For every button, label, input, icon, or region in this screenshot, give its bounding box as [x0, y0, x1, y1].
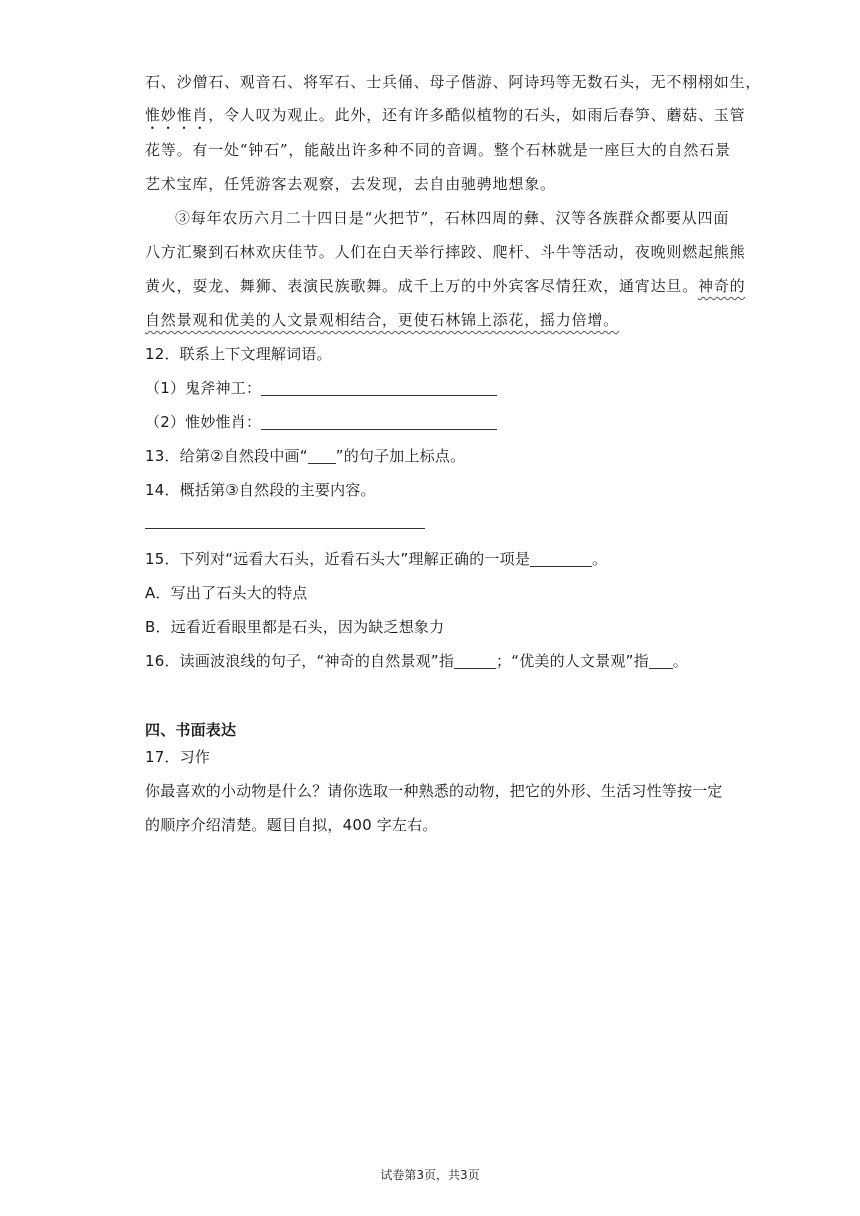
passage-line	[145, 242, 746, 262]
question-text: 17．习作	[145, 748, 211, 766]
option-text: A．写出了石头大的特点	[145, 584, 308, 602]
passage-text: 八方汇聚到石林欢庆佳节。人们在白天举行摔跤、爬杆、斗牛等活动，夜晚则燃起熊熊	[145, 243, 746, 261]
question-16	[145, 651, 720, 671]
underline-sample	[308, 447, 336, 464]
question-text: 。	[592, 550, 608, 568]
passage-text: 石、沙僧石、观音石、将军石、士兵俑、母子偕游、阿诗玛等无数石头，无不栩栩如生，	[145, 73, 762, 91]
passage-line	[175, 208, 730, 228]
passage-text: ，令人叹为观止。此外，还有许多酷似植物的石头，如雨后春笋、蘑菇、玉管	[208, 106, 746, 124]
question-17	[145, 747, 720, 767]
option-a[interactable]	[145, 583, 720, 603]
question-text: 12．联系上下文理解词语。	[145, 345, 332, 363]
question-12	[145, 344, 720, 364]
question-12-2	[145, 412, 720, 432]
question-14	[145, 480, 720, 500]
question-15	[145, 549, 720, 569]
question-text: 13．给第②自然段中画“	[145, 447, 308, 465]
question-13	[145, 446, 720, 466]
question-text: ；“优美的人文景观”指	[496, 652, 649, 670]
passage-text: 黄火，耍龙、舞狮、表演民族歌舞。成千上万的中外宾客尽情狂欢，通宵达旦。	[145, 277, 699, 295]
answer-blank[interactable]	[454, 652, 496, 669]
prompt-text: 你最喜欢的小动物是什么？请你选取一种熟悉的动物，把它的外形、生活习性等按一定	[145, 782, 723, 800]
question-text: 16．读画波浪线的句子，“神奇的自然景观”指	[145, 652, 455, 670]
wavy-underlined-text: 自然景观和优美的人文景观相结合，更使石林锦上添花，摇力倍增。	[145, 311, 620, 329]
question-text: ”的句子加上标点。	[335, 447, 466, 465]
essay-prompt	[145, 815, 720, 835]
passage-text: 艺术宝库，任凭游客去观察，去发现，去自由驰骋地想象。	[145, 175, 556, 193]
answer-blank[interactable]	[649, 652, 673, 669]
question-text: 15．下列对“远看大石头，近看石头大”理解正确的一项是	[145, 550, 531, 568]
wavy-underlined-text: 神奇的	[698, 277, 746, 295]
passage-line	[145, 105, 746, 133]
page-footer: 试卷第3页，共3页	[380, 1168, 480, 1182]
passage-line	[145, 276, 746, 296]
passage-line	[145, 140, 731, 160]
dotted-phrase: 惟妙惟肖	[145, 106, 209, 124]
section-heading	[145, 720, 720, 740]
question-12-1	[145, 378, 720, 398]
answer-blank[interactable]	[261, 413, 497, 430]
passage-line	[145, 174, 720, 194]
question-text: （2）惟妙惟肖：	[145, 413, 262, 431]
question-text: 14．概括第③自然段的主要内容。	[145, 481, 376, 499]
passage-line	[145, 310, 720, 330]
passage-text: 花等。有一处“钟石”，能敲出许多种不同的音调。整个石林就是一座巨大的自然石景	[145, 141, 731, 159]
question-text: 。	[672, 652, 688, 670]
answer-blank[interactable]	[261, 379, 497, 396]
passage-text: ③每年农历六月二十四日是“火把节”，石林四周的彝、汉等各族群众都要从四面	[175, 209, 730, 227]
option-b[interactable]	[145, 617, 720, 637]
answer-line[interactable]	[145, 528, 425, 529]
passage-line	[145, 72, 762, 92]
answer-blank[interactable]	[530, 550, 592, 567]
question-text: （1）鬼斧神工：	[145, 379, 262, 397]
prompt-text: 的顺序介绍清楚。题目自拟，400 字左右。	[145, 816, 438, 834]
essay-prompt	[145, 781, 723, 801]
option-text: B．远看近看眼里都是石头，因为缺乏想象力	[145, 618, 445, 636]
heading-text: 四、书面表达	[145, 721, 237, 739]
